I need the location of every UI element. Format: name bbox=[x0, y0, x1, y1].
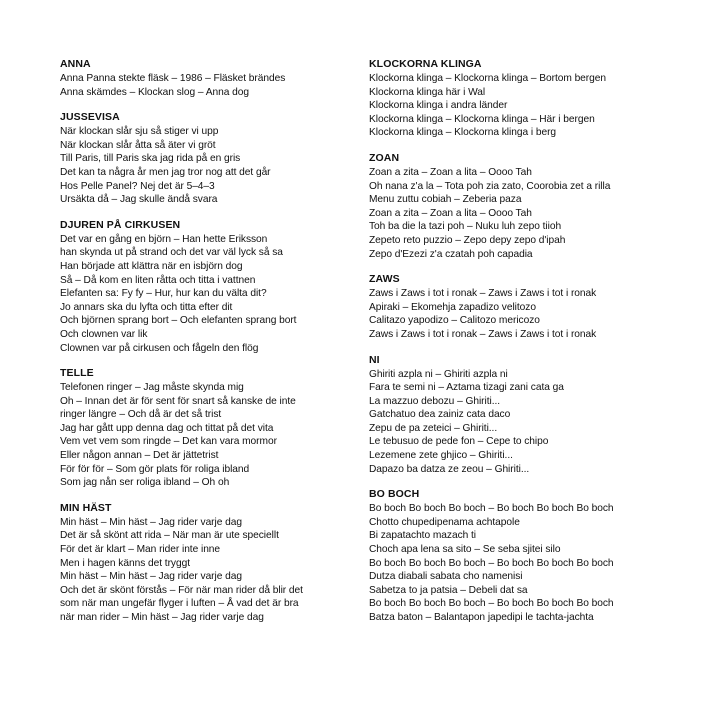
right-column bbox=[369, 57, 669, 636]
lyric-line: När klockan slår åtta så äter vi gröt bbox=[60, 139, 216, 151]
lyric-line: Ghiriti azpla ni – Ghiriti azpla ni bbox=[369, 368, 508, 380]
lyric-line: Och clownen var lik bbox=[60, 328, 148, 340]
lyric-line: när man rider – Min häst – Jag rider varje dag bbox=[60, 612, 264, 623]
lyric-line: Det var en gång en björn – Han hette Eriksson bbox=[60, 233, 268, 245]
lyric-line: Zepu de pa zeteici – Ghiriti... bbox=[369, 422, 498, 434]
lyric-line: När klockan slår sju så stiger vi upp bbox=[60, 126, 219, 138]
lyric-line: Menu zuttu cobiah – Zeberia paza bbox=[369, 194, 522, 206]
song-block bbox=[60, 218, 350, 355]
song-lyrics bbox=[369, 287, 669, 341]
lyric-line: Zoan a zita – Zoan a lita – Oooo Tah bbox=[369, 166, 532, 178]
lyric-line: Men i hagen känns det tryggt bbox=[60, 557, 190, 569]
lyric-line: Oh nana z'a la – Tota poh zia zato, Coorobia zet a rilla bbox=[369, 180, 611, 192]
lyric-line: Telefonen ringer – Jag måste skynda mig bbox=[60, 382, 244, 394]
song-title: BO BOCH bbox=[369, 488, 420, 501]
song-lyrics bbox=[369, 368, 669, 477]
lyric-line: La mazzuo debozu – Ghiriti... bbox=[369, 395, 501, 407]
lyric-line: Det kan ta några år men jag tror nog att det går bbox=[60, 166, 271, 178]
lyric-line: Han började att klättra när en isbjörn dog bbox=[60, 260, 243, 272]
lyric-line: Apiraki – Ekomehja zapadizo velitozo bbox=[369, 301, 536, 313]
lyric-line: För det är klart – Man rider inte inne bbox=[60, 544, 221, 556]
song-block bbox=[60, 366, 350, 490]
song-title: ZAWS bbox=[369, 273, 400, 286]
lyric-line: som när man ungefär flyger i luften – Å vad det är bra bbox=[60, 598, 299, 610]
lyric-line: Bo boch Bo boch Bo boch – Bo boch Bo boch Bo boch bbox=[369, 503, 614, 515]
song-title: TELLE bbox=[60, 367, 94, 380]
lyric-line: Lezemene zete ghjico – Ghiriti... bbox=[369, 450, 513, 462]
lyric-line: Chotto chupedipenama achtapole bbox=[369, 516, 520, 528]
lyric-line: Ursäkta då – Jag skulle ändå svara bbox=[60, 194, 218, 206]
song-block bbox=[369, 151, 669, 261]
song-block bbox=[60, 57, 350, 99]
lyric-line: han skynda ut på strand och det var väl lyck så sa bbox=[60, 247, 283, 259]
lyric-line: Sabetza to ja patsia – Debeli dat sa bbox=[369, 584, 528, 596]
song-title: KLOCKORNA KLINGA bbox=[369, 58, 482, 70]
lyric-line: Anna Panna stekte fläsk – 1986 – Fläsket brändes bbox=[60, 73, 286, 84]
lyric-line: Zoan a zita – Zoan a lita – Oooo Tah bbox=[369, 207, 532, 219]
lyric-line: Batza baton – Balantapon japedipi le tachta-jachta bbox=[369, 612, 594, 623]
lyric-line: Jag har gått upp denna dag och tittat på det vita bbox=[60, 422, 274, 434]
lyric-line: Klockorna klinga i andra länder bbox=[369, 100, 508, 112]
lyric-line: Elefanten sa: Fy fy – Hur, hur kan du välta dit? bbox=[60, 288, 267, 300]
song-title: DJUREN PÅ CIRKUSEN bbox=[60, 218, 181, 231]
song-block bbox=[369, 57, 669, 140]
lyric-line: Och björnen sprang bort – Och elefanten sprang bort bbox=[60, 315, 297, 327]
lyric-line: ringer längre – Och då är det så trist bbox=[60, 409, 222, 421]
lyric-line: Zaws i Zaws i tot i ronak – Zaws i Zaws i tot i ronak bbox=[369, 328, 597, 340]
lyric-line: Dapazo ba datza ze zeou – Ghiriti... bbox=[369, 463, 530, 475]
song-title: ANNA bbox=[60, 58, 91, 70]
song-lyrics bbox=[369, 166, 669, 261]
lyric-line: Bi zapatachto mazach ti bbox=[369, 530, 477, 542]
song-title: ZOAN bbox=[369, 151, 400, 164]
lyric-line: Klockorna klinga – Klockorna klinga – Här i bergen bbox=[369, 113, 595, 125]
lyric-line: Så – Då kom en liten råtta och titta i vattnen bbox=[60, 274, 256, 286]
song-lyrics bbox=[369, 72, 669, 140]
lyric-line: Gatchatuo dea zainiz cata daco bbox=[369, 409, 511, 421]
lyric-line: Min häst – Min häst – Jag rider varje dag bbox=[60, 571, 242, 583]
song-block bbox=[369, 353, 669, 477]
lyric-line: Clownen var på cirkusen och fågeln den flög bbox=[60, 342, 259, 354]
lyric-line: Klockorna klinga här i Wal bbox=[369, 86, 486, 98]
lyric-line: För för för – Som gör plats för roliga ibland bbox=[60, 463, 250, 475]
lyric-line: Klockorna klinga – Klockorna klinga – Bortom bergen bbox=[369, 73, 606, 84]
lyric-line: Anna skämdes – Klockan slog – Anna dog bbox=[60, 86, 249, 98]
song-title: JUSSEVISA bbox=[60, 111, 120, 124]
left-column bbox=[60, 57, 350, 636]
lyric-line: Fara te semi ni – Aztama tizagi zani cata ga bbox=[369, 382, 564, 394]
song-lyrics bbox=[60, 125, 350, 207]
lyric-line: Min häst – Min häst – Jag rider varje dag bbox=[60, 516, 242, 528]
lyric-line: Till Paris, till Paris ska jag rida på en gris bbox=[60, 153, 241, 165]
lyric-line: Vem vet vem som ringde – Det kan vara mormor bbox=[60, 436, 277, 448]
lyric-line: Zepeto reto puzzio – Zepo depy zepo d'ipah bbox=[369, 234, 566, 246]
lyric-line: Som jag nån ser roliga ibland – Oh oh bbox=[60, 477, 230, 489]
lyric-line: Oh – Innan det är för sent för snart så kanske de inte bbox=[60, 395, 296, 407]
lyric-line: Zepo d'Ezezi z'a czatah poh capadia bbox=[369, 248, 533, 260]
lyric-line: Jo annars ska du lyfta och titta efter dit bbox=[60, 301, 233, 313]
lyric-line: Bo boch Bo boch Bo boch – Bo boch Bo boch Bo boch bbox=[369, 598, 614, 610]
lyric-line: Calitazo yapodizo – Calitozo mericozo bbox=[369, 315, 540, 327]
lyric-line: Toh ba die la tazi poh – Nuku luh zepo tiioh bbox=[369, 221, 562, 233]
lyric-line: Klockorna klinga – Klockorna klinga i berg bbox=[369, 127, 557, 139]
song-block bbox=[369, 272, 669, 341]
song-title: NI bbox=[369, 353, 380, 366]
lyric-line: Eller någon annan – Det är jättetrist bbox=[60, 450, 219, 462]
song-lyrics bbox=[60, 516, 350, 625]
song-lyrics bbox=[60, 233, 350, 355]
lyric-line: Dutza diabali sabata cho namenisi bbox=[369, 571, 523, 583]
song-lyrics bbox=[60, 72, 350, 99]
lyric-line: Hos Pelle Panel? Nej det är 5–4–3 bbox=[60, 180, 215, 192]
song-block bbox=[60, 110, 350, 207]
song-lyrics bbox=[60, 381, 350, 490]
song-block bbox=[369, 487, 669, 624]
lyric-line: Det är så skönt att rida – När man är ute speciellt bbox=[60, 530, 279, 542]
song-block bbox=[60, 501, 350, 625]
song-title: MIN HÄST bbox=[60, 501, 112, 514]
song-lyrics bbox=[369, 502, 669, 624]
lyric-line: Choch apa lena sa sito – Se seba sjitei silo bbox=[369, 544, 561, 556]
lyric-line: Zaws i Zaws i tot i ronak – Zaws i Zaws i tot i ronak bbox=[369, 288, 597, 300]
lyric-line: Le tebusuo de pede fon – Cepe to chipo bbox=[369, 436, 549, 448]
lyric-line: Bo boch Bo boch Bo boch – Bo boch Bo boch Bo boch bbox=[369, 557, 614, 569]
lyric-line: Och det är skönt förstås – För när man rider då blir det bbox=[60, 584, 303, 596]
